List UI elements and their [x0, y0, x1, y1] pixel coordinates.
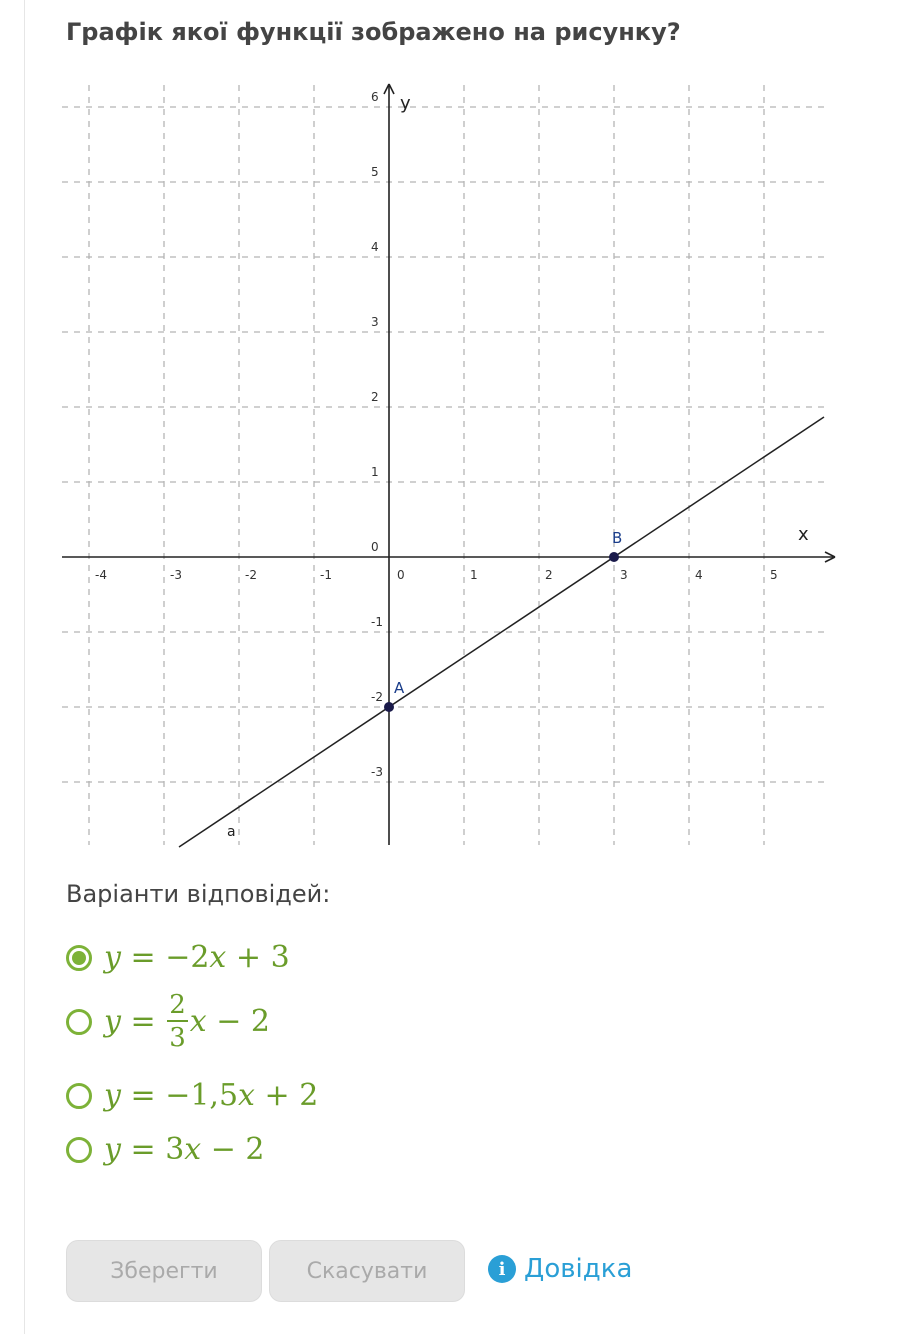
y-tick-label: -3 [371, 765, 383, 779]
y-tick-label: 6 [371, 90, 379, 104]
radio-option-4[interactable] [66, 1137, 92, 1163]
help-link[interactable] [488, 1254, 632, 1284]
y-tick-label: 5 [371, 165, 379, 179]
x-tick-label: 0 [397, 568, 405, 582]
x-tick-label: 2 [545, 568, 553, 582]
graph-axes [62, 84, 835, 845]
x-tick-label: -3 [170, 568, 182, 582]
point-a-label: A [394, 679, 405, 697]
x-tick-label: -2 [245, 568, 257, 582]
save-button[interactable]: Зберегти [66, 1240, 262, 1302]
answer-option-4[interactable] [66, 1132, 265, 1167]
cancel-button[interactable]: Скасувати [269, 1240, 465, 1302]
y-tick-label: 0 [371, 540, 379, 554]
x-tick-label: 4 [695, 568, 703, 582]
y-tick-label: -2 [371, 690, 383, 704]
y-tick-label: 3 [371, 315, 379, 329]
x-tick-label: 1 [470, 568, 478, 582]
answer-option-3[interactable] [66, 1078, 318, 1113]
radio-option-1[interactable] [66, 945, 92, 971]
x-tick-label: -4 [95, 568, 107, 582]
x-axis-label: x [798, 524, 809, 545]
answer-formula-2: y = $\frac{2}{3}$ x − 2 [104, 990, 270, 1053]
y-tick-label: -1 [371, 615, 383, 629]
x-tick-label: 3 [620, 568, 628, 582]
point-b [609, 552, 619, 562]
fraction: $\frac{2}{3}$ [169, 990, 186, 1053]
point-b-label: B [612, 529, 623, 547]
answers-title: Варіанти відповідей: [66, 880, 331, 908]
y-tick-label: 1 [371, 465, 379, 479]
point-a [384, 702, 394, 712]
question-title: Графік якої функції зображено на рисунку? [66, 18, 681, 46]
y-tick-label: 4 [371, 240, 379, 254]
x-tick-label: 5 [770, 568, 778, 582]
radio-option-3[interactable] [66, 1083, 92, 1109]
line-label: a [227, 824, 236, 840]
answer-option-1[interactable] [66, 940, 290, 975]
y-axis-label: y [400, 93, 411, 114]
help-label: Довідка [524, 1254, 633, 1284]
radio-option-2[interactable] [66, 1009, 92, 1035]
answer-formula-3: y = −1,5 x + 2 [104, 1078, 319, 1113]
x-tick-label: -1 [320, 568, 332, 582]
answer-option-2[interactable] [66, 992, 270, 1051]
graph-grid [62, 85, 825, 845]
answer-formula-4: y = 3 x − 2 [104, 1132, 265, 1167]
answer-formula-1: y = −2 x + 3 [104, 940, 290, 975]
info-icon: i [488, 1255, 516, 1283]
y-tick-label: 2 [371, 390, 379, 404]
